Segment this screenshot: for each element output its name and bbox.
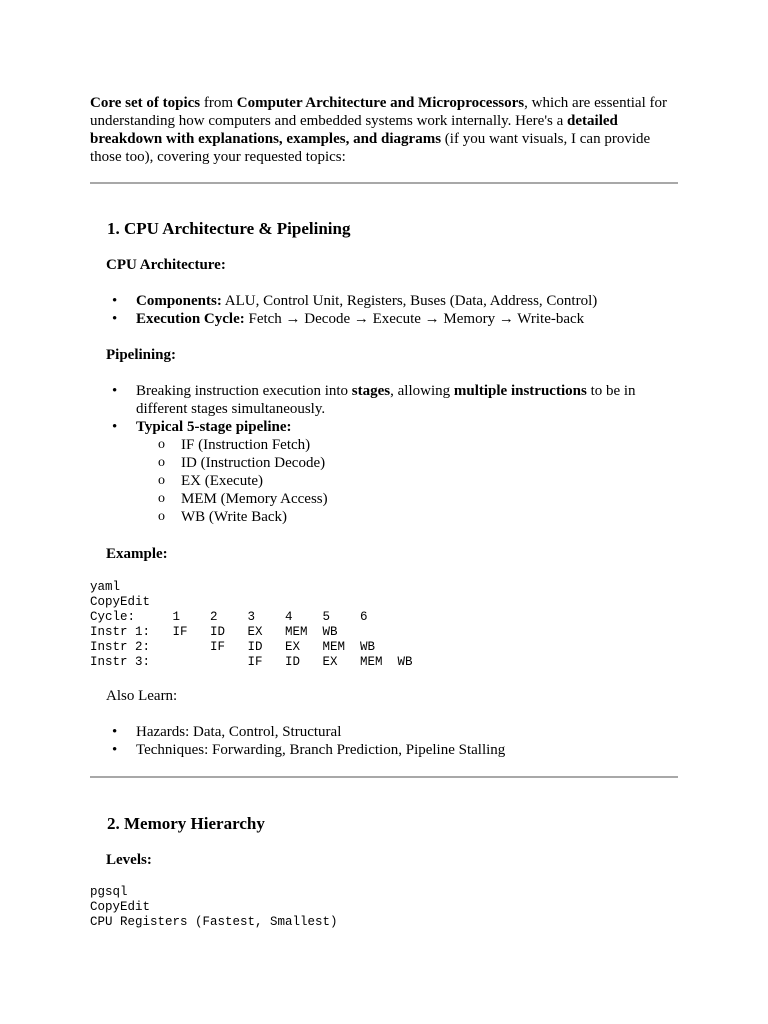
code-line: CPU Registers (Fastest, Smallest) [90,915,338,929]
code-line: CopyEdit [90,900,151,914]
stage-item: o WB (Write Back) [181,508,681,526]
divider-2 [90,776,678,778]
pipeline-code-block [90,580,413,670]
text-run: , which are essential for understanding how computers and embedded systems work internally. Here's a [90,95,667,129]
levels-heading: Levels: [106,852,152,868]
stage-item: o IF (Instruction Fetch) [181,436,681,454]
item-text: ALU, Control Unit, Registers, Buses (Data, Address, Control) [221,293,598,309]
also-learn-label: Also Learn: [106,688,178,704]
code-line: Instr 2: IF ID EX MEM WB [90,640,376,654]
also-learn-list [136,723,681,759]
code-line: yaml [90,580,121,594]
memory-code-block [90,885,338,930]
code-line: CopyEdit [90,595,151,609]
item-label: Components: [136,293,222,309]
item-label: Execution Cycle: [136,311,245,327]
list-item [136,382,681,418]
bold-text: detailed breakdown with explanations, examples, and diagrams [90,113,618,147]
code-line: Instr 1: IF ID EX MEM WB [90,625,338,639]
stage-item: o EX (Execute) [181,472,681,490]
text-run: to be in different stages simultaneously. [136,383,636,417]
list-item: • Techniques: Forwarding, Branch Prediction, Pipeline Stalling [136,741,681,759]
list-item [136,292,681,310]
text-run: , allowing [390,383,454,399]
pipelining-list [136,382,681,526]
intro-paragraph [90,94,680,166]
bold-text: Core set of topics [90,95,201,111]
code-line: Cycle: 1 2 3 4 5 6 [90,610,368,624]
bold-text: stages [351,383,391,399]
text-run: (if you want visuals, I can provide those too), covering your requested topics: [90,131,651,165]
list-item: • Hazards: Data, Control, Structural [136,723,681,741]
cpu-architecture-heading: CPU Architecture: [106,257,226,273]
text-run: Breaking instruction execution into [136,383,352,399]
section-2-title: 2. Memory Hierarchy [107,814,265,833]
stage-item: o MEM (Memory Access) [181,490,681,508]
list-item [136,418,681,526]
stage-item: o ID (Instruction Decode) [181,454,681,472]
code-line: Instr 3: IF ID EX MEM WB [90,655,413,669]
divider-1 [90,182,678,184]
example-heading: Example: [106,546,168,562]
item-text: Fetch → Decode → Execute → Memory → Write-back [244,311,585,327]
bold-text: multiple instructions [453,383,587,399]
pipelining-heading: Pipelining: [106,347,177,363]
pipeline-label: Typical 5-stage pipeline: [136,419,292,435]
list-item [136,310,681,328]
section-1-title: 1. CPU Architecture & Pipelining [107,219,351,238]
cpu-architecture-list [136,292,681,328]
bold-text: Computer Architecture and Microprocessors [236,95,525,111]
code-line: pgsql [90,885,128,899]
stage-list [181,436,681,526]
text-run: from [200,95,237,111]
